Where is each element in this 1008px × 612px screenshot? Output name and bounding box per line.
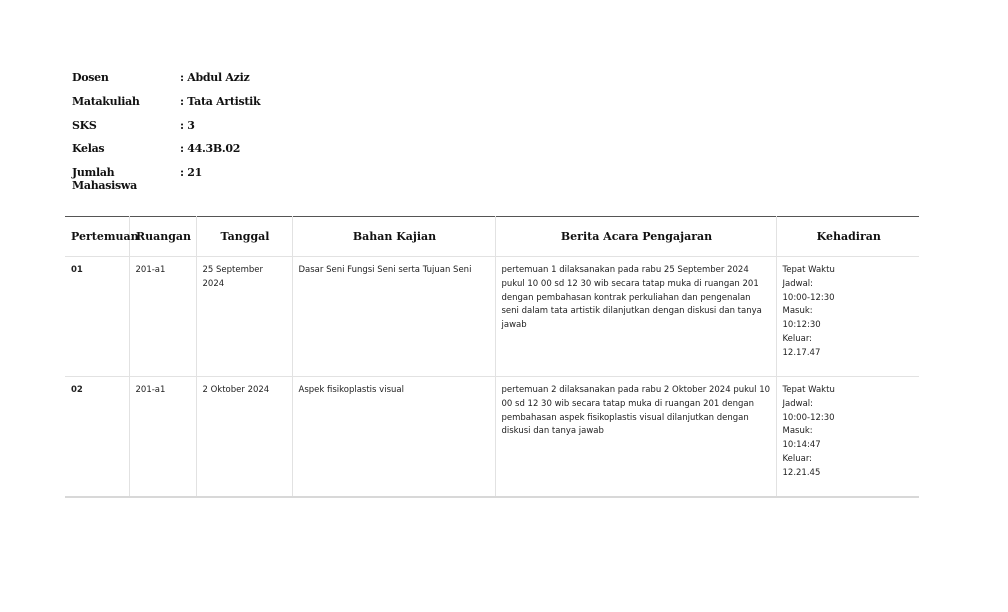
info-row-dosen: [72, 71, 260, 95]
table-row: [65, 377, 919, 497]
kehadiran-keluar-value: 12.21.45: [782, 467, 821, 478]
cell-ruangan: 201-a1: [129, 257, 196, 377]
cell-tanggal: 2 Oktober 2024: [196, 377, 292, 497]
info-value: : 21: [180, 166, 202, 180]
cell-pertemuan: 02: [65, 377, 129, 497]
info-row-jumlah-mahasiswa: [72, 166, 260, 193]
header-bahan-kajian: Bahan Kajian: [292, 217, 495, 257]
kehadiran-masuk-value: 10:14:47: [782, 440, 821, 451]
kehadiran-status: Tepat Waktu: [782, 385, 835, 395]
info-value: : Abdul Aziz: [180, 71, 250, 84]
course-info: [72, 71, 261, 193]
cell-bahan-kajian: Dasar Seni Fungsi Seni serta Tujuan Seni: [292, 257, 495, 377]
cell-kehadiran: [776, 257, 919, 377]
table-header-row: [65, 217, 919, 257]
cell-berita-acara: pertemuan 2 dilaksanakan pada rabu 2 Oktober 2024 pukul 10 00 sd 12 30 wib secara tatap muka di ruangan 201 dengan pembahasan aspek fisikoplastis visual dilanjutkan dengan diskusi dan tanya jawab: [495, 377, 776, 497]
kehadiran-keluar-label: Keluar:: [782, 453, 813, 464]
kehadiran-jadwal-value: 10:00-12:30: [782, 292, 835, 303]
kehadiran-keluar-value: 12.17.47: [782, 347, 821, 358]
kehadiran-masuk-label: Masuk:: [782, 306, 813, 317]
info-row-matakuliah: [72, 95, 260, 119]
kehadiran-jadwal-label: Jadwal:: [782, 278, 813, 289]
header-berita-acara: Berita Acara Pengajaran: [495, 217, 776, 257]
info-label: Dosen: [72, 71, 109, 84]
info-value: : 44.3B.02: [180, 142, 241, 156]
kehadiran-masuk-value: 10:12:30: [782, 320, 821, 331]
header-ruangan: Ruangan: [129, 217, 196, 257]
info-label: Matakuliah: [72, 94, 140, 108]
kehadiran-jadwal-value: 10:00-12:30: [782, 412, 835, 423]
info-label: Jumlah Mahasiswa: [72, 166, 137, 193]
info-value: : 3: [180, 118, 195, 132]
attendance-table: [65, 216, 919, 498]
cell-tanggal: 25 September 2024: [196, 257, 292, 377]
kehadiran-keluar-label: Keluar:: [782, 333, 813, 344]
header-kehadiran: Kehadiran: [776, 217, 919, 257]
info-row-kelas: [72, 142, 260, 166]
kehadiran-status: Tepat Waktu: [782, 265, 835, 275]
cell-kehadiran: [776, 377, 919, 497]
cell-ruangan: 201-a1: [129, 377, 196, 497]
info-value: : Tata Artistik: [180, 94, 261, 108]
header-tanggal: Tanggal: [196, 217, 292, 257]
table-row: [65, 257, 919, 377]
kehadiran-jadwal-label: Jadwal:: [782, 398, 813, 409]
info-label: Kelas: [72, 142, 105, 156]
cell-berita-acara: pertemuan 1 dilaksanakan pada rabu 25 September 2024 pukul 10 00 sd 12 30 wib secara tatap muka di ruangan 201 dengan pembahasan kontrak perkuliahan dan pengenalan seni dalam tata artistik dilanjutkan dengan diskusi dan tanya jawab: [495, 257, 776, 377]
cell-bahan-kajian: Aspek fisikoplastis visual: [292, 377, 495, 497]
cell-pertemuan: 01: [65, 257, 129, 377]
kehadiran-masuk-label: Masuk:: [782, 426, 813, 437]
info-label: SKS: [72, 118, 97, 132]
header-pertemuan: Pertemuan: [65, 217, 129, 257]
info-row-sks: [72, 119, 260, 143]
